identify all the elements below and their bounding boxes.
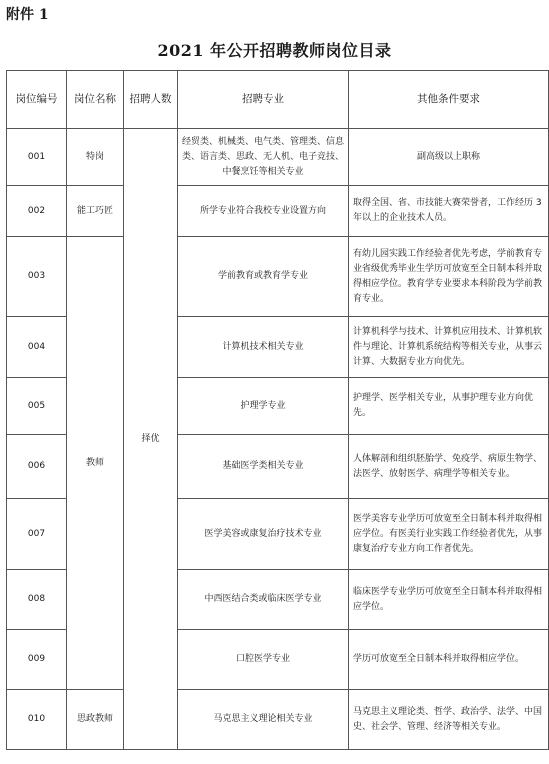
table-header-row — [7, 71, 549, 129]
position-name: 能工巧匠 — [67, 186, 124, 237]
major: 马克思主义理论相关专业 — [178, 690, 349, 750]
requirements: 副高级以上职称 — [349, 129, 549, 186]
position-name: 特岗 — [67, 129, 124, 186]
position-id: 006 — [7, 435, 67, 499]
major: 经贸类、机械类、电气类、管理类、信息类、语言类、思政、无人机、电子竞技、中餐烹饪等相关专业 — [178, 129, 349, 186]
position-name: 教师 — [67, 237, 124, 690]
position-id: 010 — [7, 690, 67, 750]
major: 口腔医学专业 — [178, 630, 349, 690]
position-id: 001 — [7, 129, 67, 186]
position-id: 005 — [7, 378, 67, 435]
column-header-count: 招聘人数 — [124, 71, 178, 129]
position-id: 008 — [7, 570, 67, 630]
requirements: 马克思主义理论类、哲学、政治学、法学、中国史、社会学、管理、经济等相关专业。 — [349, 690, 549, 750]
column-header-requirements: 其他条件要求 — [349, 71, 549, 129]
requirements: 有幼儿园实践工作经验者优先考虑，学前教育专业省级优秀毕业生学历可放宽至全日制本科并取得相应学位。教育学专业要求本科阶段为学前教育专业。 — [349, 237, 549, 317]
major: 医学美容或康复治疗技术专业 — [178, 499, 349, 570]
requirements: 医学美容专业学历可放宽至全日制本科并取得相应学位。有医美行业实践工作经验者优先，从事康复治疗专业方向工作者优先。 — [349, 499, 549, 570]
table-row — [7, 690, 549, 750]
major: 护理学专业 — [178, 378, 349, 435]
requirements: 护理学、医学相关专业，从事护理专业方向优先。 — [349, 378, 549, 435]
major: 所学专业符合我校专业设置方向 — [178, 186, 349, 237]
column-header-id: 岗位编号 — [7, 71, 67, 129]
table-row — [7, 237, 549, 317]
major: 计算机技术相关专业 — [178, 317, 349, 378]
requirements: 计算机科学与技术、计算机应用技术、计算机软件与理论、计算机系统结构等相关专业，从事云计算、大数据专业方向优先。 — [349, 317, 549, 378]
major: 中西医结合类或临床医学专业 — [178, 570, 349, 630]
table-row — [7, 129, 549, 186]
major: 学前教育或教育学专业 — [178, 237, 349, 317]
attachment-label: 附件 1 — [6, 7, 49, 23]
recruit-count: 择优 — [124, 129, 178, 750]
table-row — [7, 186, 549, 237]
requirements: 人体解剖和组织胚胎学、免疫学、病原生物学、法医学、放射医学、病理学等相关专业。 — [349, 435, 549, 499]
requirements: 学历可放宽至全日制本科并取得相应学位。 — [349, 630, 549, 690]
position-id: 002 — [7, 186, 67, 237]
position-id: 003 — [7, 237, 67, 317]
position-table — [6, 70, 549, 750]
column-header-name: 岗位名称 — [67, 71, 124, 129]
column-header-major: 招聘专业 — [178, 71, 349, 129]
requirements: 取得全国、省、市技能大赛荣誉者，工作经历 3 年以上的企业技术人员。 — [349, 186, 549, 237]
requirements: 临床医学专业学历可放宽至全日制本科并取得相应学位。 — [349, 570, 549, 630]
page-title: 2021 年公开招聘教师岗位目录 — [157, 41, 392, 60]
position-id: 007 — [7, 499, 67, 570]
position-name: 思政教师 — [67, 690, 124, 750]
position-id: 009 — [7, 630, 67, 690]
position-id: 004 — [7, 317, 67, 378]
major: 基础医学类相关专业 — [178, 435, 349, 499]
